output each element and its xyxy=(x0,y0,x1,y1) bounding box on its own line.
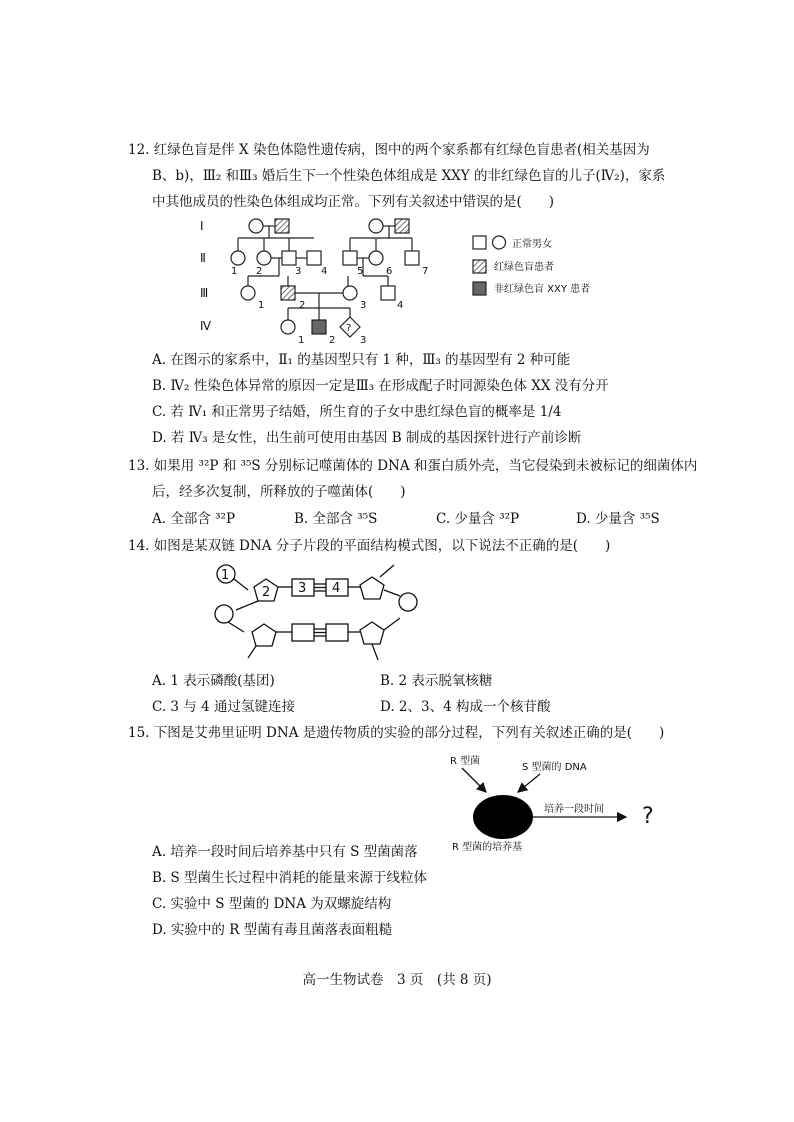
dna-label-2: 2 xyxy=(262,585,271,600)
q13-stem-line2: 后，经多次复制，所释放的子噬菌体( ) xyxy=(152,484,406,500)
q14-option-b: B. 2 表示脱氧核糖 xyxy=(380,673,493,689)
ped-I3 xyxy=(369,219,383,233)
ped-I2 xyxy=(275,219,289,233)
num-II7: 7 xyxy=(422,266,429,277)
num-III1: 1 xyxy=(258,300,265,311)
num-IV3: 3 xyxy=(360,335,367,346)
num-IV1: 1 xyxy=(298,335,305,346)
gen-label-1: Ⅰ xyxy=(200,219,204,233)
q15-stem: 15. 下图是艾弗里证明 DNA 是遗传物质的实验的部分过程，下列有关叙述正确的是( ) xyxy=(128,725,665,741)
q14-option-d: D. 2、3、4 构成一个核苷酸 xyxy=(380,699,551,715)
q15-option-d: D. 实验中的 R 型菌有毒且菌落表面粗糙 xyxy=(152,922,393,938)
num-III3: 3 xyxy=(360,300,367,311)
ped-II4 xyxy=(307,251,321,265)
num-III4: 4 xyxy=(397,300,404,311)
dna-label-3: 3 xyxy=(298,581,307,596)
num-II2: 2 xyxy=(256,266,263,277)
ped-I1 xyxy=(249,219,263,233)
ped-III1 xyxy=(241,286,255,300)
s-dna-label: S 型菌的 DNA xyxy=(522,762,587,773)
ped-II1 xyxy=(231,251,245,265)
dna-label-4: 4 xyxy=(332,581,341,596)
q15-option-c: C. 实验中 S 型菌的 DNA 为双螺旋结构 xyxy=(152,896,392,912)
dna-label-1: 1 xyxy=(221,568,230,583)
q12-stem-line3: 中其他成员的性染色体组成均正常。下列有关叙述中错误的是( ) xyxy=(152,194,555,210)
result-question-mark: ? xyxy=(642,804,654,829)
q14-option-c: C. 3 与 4 通过氢键连接 xyxy=(152,699,295,715)
ped-II6 xyxy=(369,251,383,265)
q12-option-b: B. Ⅳ₂ 性染色体异常的原因一定是Ⅲ₃ 在形成配子时同源染色体 XX 没有分开 xyxy=(152,378,609,394)
ped-IV2 xyxy=(312,320,326,334)
legend-colorblind: 红绿色盲患者 xyxy=(494,262,554,273)
ped-IV1 xyxy=(281,320,295,334)
num-II4: 4 xyxy=(321,266,328,277)
q12-option-c: C. 若 Ⅳ₁ 和正常男子结婚，所生育的子女中患红绿色盲的概率是 1/4 xyxy=(152,404,562,420)
num-II1: 1 xyxy=(231,266,238,277)
q13-option-c: C. 少量含 ³²P xyxy=(436,511,520,527)
gen-label-3: Ⅲ xyxy=(200,286,209,300)
q12-stem-line2: B、b)，Ⅲ₂ 和Ⅲ₃ 婚后生下一个性染色体组成是 XXY 的非红绿色盲的儿子(Ⅳ₂)，家系 xyxy=(152,168,666,184)
ped-I4 xyxy=(395,219,409,233)
q15-option-a: A. 培养一段时间后培养基中只有 S 型菌菌落 xyxy=(152,844,418,860)
gen-label-2: Ⅱ xyxy=(200,251,206,265)
q12-stem-line1: 12. 红绿色盲是伴 X 染色体隐性遗传病，图中的两个家系都有红绿色盲患者(相关基因为 xyxy=(128,142,650,158)
ped-II5 xyxy=(343,251,357,265)
q14-option-a: A. 1 表示磷酸(基团) xyxy=(152,673,275,689)
dna-structure-diagram xyxy=(200,560,430,670)
ped-II3 xyxy=(282,251,296,265)
ped-III3 xyxy=(343,286,357,300)
num-IV2: 2 xyxy=(329,335,336,346)
ped-II2 xyxy=(257,251,271,265)
ped-IV3-mark: ? xyxy=(346,323,352,334)
ped-III4 xyxy=(381,286,395,300)
legend-normal: 正常男女 xyxy=(512,239,552,250)
num-II5: 5 xyxy=(357,266,364,277)
num-II6: 6 xyxy=(386,266,393,277)
q12-option-d: D. 若 Ⅳ₃ 是女性，出生前可使用由基因 B 制成的基因探针进行产前诊断 xyxy=(152,430,582,446)
num-III2: 2 xyxy=(299,300,306,311)
num-II3: 3 xyxy=(295,266,302,277)
culture-time-label: 培养一段时间 xyxy=(544,804,604,815)
r-medium-label: R 型菌的培养基 xyxy=(452,842,523,853)
gen-label-4: Ⅳ xyxy=(200,319,212,333)
r-bacteria-label: R 型菌 xyxy=(450,756,481,767)
q13-stem-line1: 13. 如果用 ³²P 和 ³⁵S 分别标记噬菌体的 DNA 和蛋白质外壳，当它侵染到未被标记的细菌体内 xyxy=(128,458,698,474)
avery-experiment-diagram xyxy=(440,748,680,858)
q15-option-b: B. S 型菌生长过程中消耗的能量来源于线粒体 xyxy=(152,870,428,886)
page-footer: 高一生物试卷 3 页 (共 8 页) xyxy=(302,972,492,988)
q14-stem: 14. 如图是某双链 DNA 分子片段的平面结构模式图，以下说法不正确的是( ) xyxy=(128,538,611,554)
q13-option-a: A. 全部含 ³²P xyxy=(152,511,236,527)
ped-III2 xyxy=(281,286,295,300)
pedigree-legend xyxy=(473,236,590,295)
legend-xxy: 非红绿色盲 XXY 患者 xyxy=(494,284,591,295)
pedigree-diagram xyxy=(190,210,630,350)
culture-medium-dish xyxy=(473,795,533,839)
q13-option-b: B. 全部含 ³⁵S xyxy=(294,511,378,527)
ped-II7 xyxy=(405,251,419,265)
q13-option-d: D. 少量含 ³⁵S xyxy=(576,511,660,527)
q12-option-a: A. 在图示的家系中，Ⅱ₁ 的基因型只有 1 种，Ⅲ₃ 的基因型有 2 种可能 xyxy=(152,352,571,368)
